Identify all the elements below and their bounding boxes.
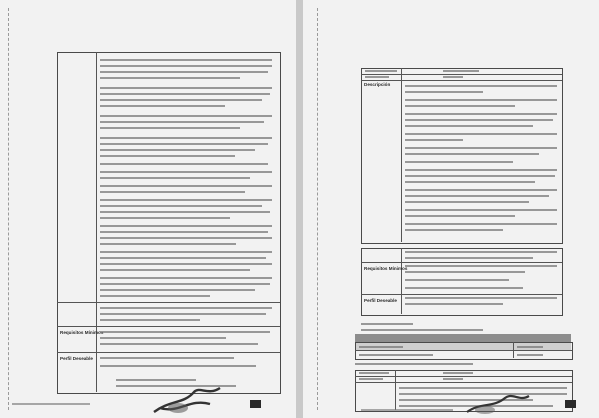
signature-scribble: [150, 378, 230, 418]
section-label-perfil: Perfil Deseable: [364, 298, 397, 303]
illegible-text-lines: [303, 0, 599, 418]
left-document-page: [0, 0, 296, 418]
page-number-badge: [565, 400, 576, 408]
section-label-requisitos: Requisitos Mínimos: [60, 330, 104, 335]
section-label-perfil: Perfil Deseable: [60, 356, 93, 361]
page-number-badge: [250, 400, 261, 408]
section-label-requisitos: Requisitos Mínimos: [364, 266, 408, 271]
signature-scribble: [463, 388, 533, 418]
illegible-text-lines: [0, 0, 296, 418]
section-label-descripcion: Descripción: [364, 82, 391, 87]
right-document-page: [303, 0, 599, 418]
